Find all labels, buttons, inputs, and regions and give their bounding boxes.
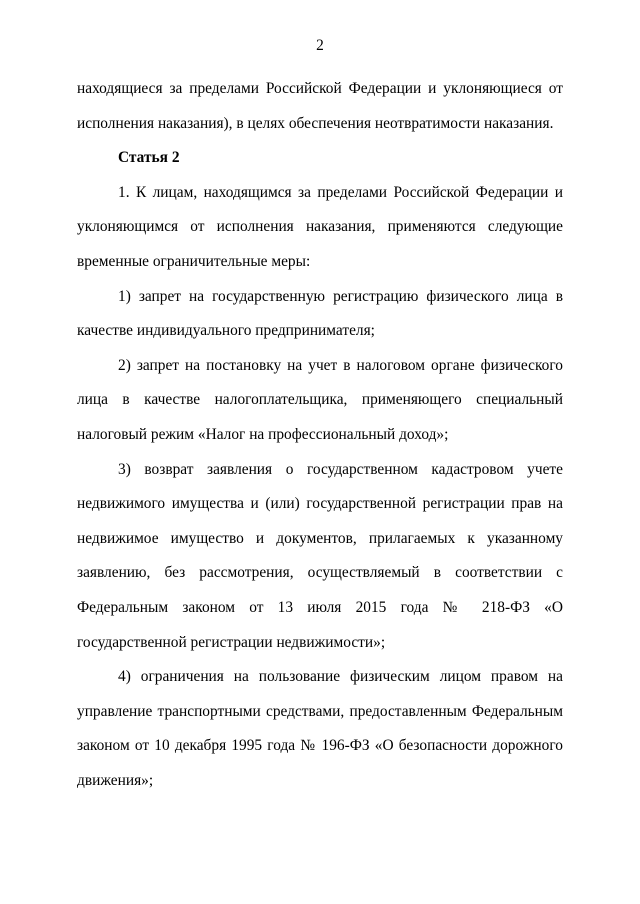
- list-item: 2) запрет на постановку на учет в налоговом органе физического лица в качестве налогоплательщика, применяющего специальный налоговый режим «Налог на профессиональный доход»;: [77, 356, 563, 443]
- article-intro-paragraph: 1. К лицам, находящимся за пределами Российской Федерации и уклоняющимся от исполнения наказания, применяются следующие временные ограничительные меры:: [77, 183, 563, 270]
- intro-continuation-paragraph: находящиеся за пределами Российской Федерации и уклоняющиеся от исполнения наказания), в целях обеспечения неотвратимости наказания.: [77, 80, 563, 132]
- list-item: 1) запрет на государственную регистрацию физического лица в качестве индивидуального предпринимателя;: [77, 287, 563, 340]
- document-body: [77, 72, 563, 798]
- list-item: 3) возврат заявления о государственном кадастровом учете недвижимого имущества и (или) государственной регистрации прав на недвижимое имущество и документов, прилагаемых к указанному заявлению, без рассмотрения, осуществляемый в соответствии с Федеральным законом от 13 июля 2015 года № 218-ФЗ «О государственной регистрации недвижимости»;: [77, 460, 563, 651]
- article-heading: Статья 2: [118, 149, 180, 167]
- list-item: 4) ограничения на пользование физическим лицом правом на управление транспортными средствами, предоставленным Федеральным законом от 10 декабря 1995 года № 196-ФЗ «О безопасности дорожного движения»;: [77, 668, 563, 789]
- page-number: 2: [316, 37, 324, 54]
